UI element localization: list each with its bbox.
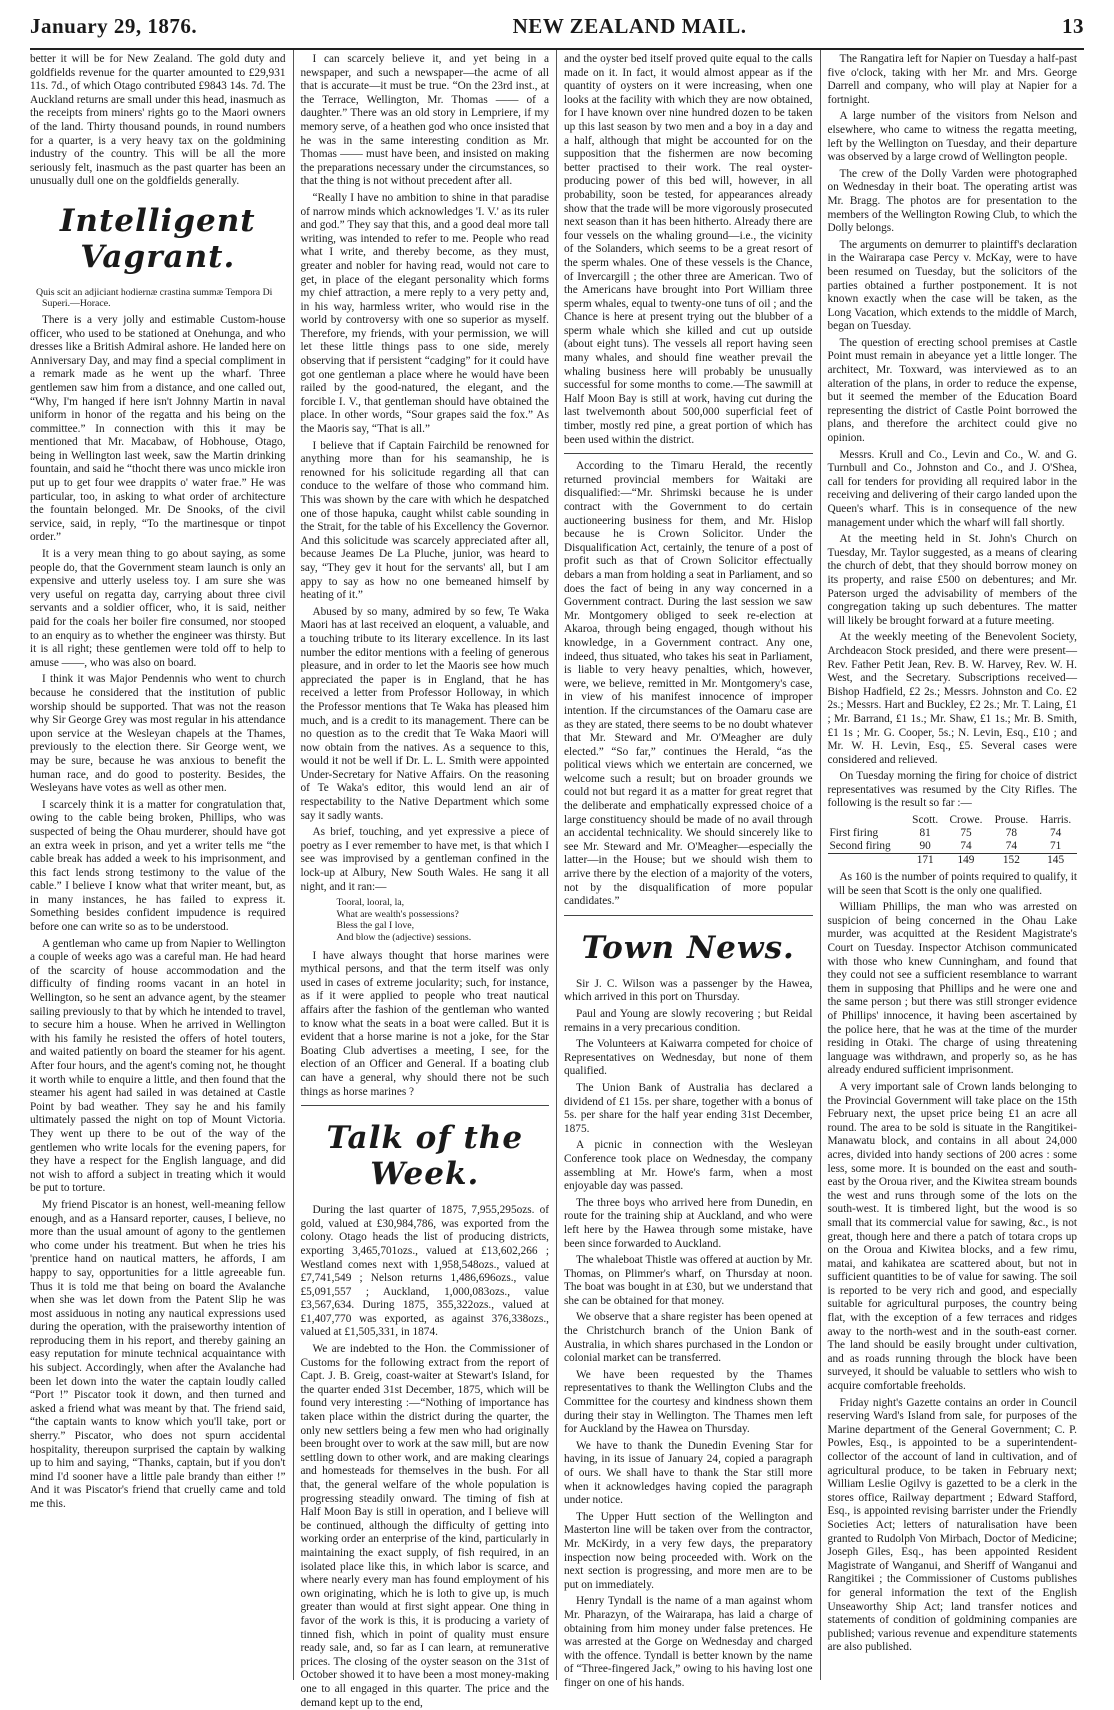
table-cell: 78: [1005, 827, 1018, 840]
paragraph: During the last quarter of 1875, 7,955,295ozs. of gold, valued at £30,984,786, was exported from the colony. Otago heads the list of producing districts, exporting 3,465,701ozs., valued at £13,602,266 ; Westland comes next with 1,958,548ozs., valued at £7,741,549 ; Nelson returns 1,486,696ozs., value £5,091,557 ; Auckland, 1,000,083ozs., value £3,567,634. During 1875, 355,322ozs., valued at £1,407,770 was exported, as against 376,338ozs., valued at £1,505,331, in 1874.: [300, 1204, 549, 1339]
column-1: [30, 50, 294, 1680]
paragraph: The Volunteers at Kaiwarra competed for choice of Representatives on Wednesday, but none of them qualified.: [564, 1038, 813, 1078]
section-divider: [564, 453, 813, 454]
column-3: [557, 50, 821, 1689]
paragraph: Abused by so many, admired by so few, Te Waka Maori has at last received an eloquent, a valuable, and a touching tribute to its literary excellence. In its last number the editor mentions with a feeling of generous pleasure, and in order to let the Maoris see how much appreciated the paper is in England, that he has received a letter from Professor Holloway, in which the Professor mentions that Te Waka has pleased him much, and is a credit to its management. There can be no question as to the credit that Te Waka Maori will now obtain from the natives. As a sequence to this, would it not be well if Dr. L. L. Smith were appointed Under-Secretary for Native Affairs. On the reasoning of Te Waka's editor, this would lend an air of respectability to the Native Department which some say it sadly wants.: [300, 605, 549, 822]
paragraph: Henry Tyndall is the name of a man against whom Mr. Pharazyn, of the Wairarapa, has laid a charge of obtaining from him money under false pretences. He was arrested at the Gorge on Wednesday and charged with the offence. Tyndall is better known by the name of “Three-fingered Jack,” owing to his having lost one finger on one of his hands.: [564, 1595, 813, 1689]
section-divider: [301, 1105, 550, 1106]
paragraph: “Really I have no ambition to shine in that paradise of narrow minds which acknowledges 'I. V.' as its ruler and god.” They say that this, and a good deal more tall writing, was intended to refer to me. People who read what I write, and thereby become, as they must, greater and nobler for having read, would not care to get, in place of the elegant personality which forms my chief attraction, a mere reply to a very petty and, in his way, harmless writer, who would rise in the world by controversy with one so superior as myself. Therefore, my friends, with your permission, we will let these little things pass to one side, merely observing that if persistent “cadging” for it could have got one gentleman a place where he would have been railed by the good-natured, the elegant, and the forcible I. V., that gentleman should have obtained the place. In other words, “Sour grapes said the fox.” As the Maoris say, “That is all.”: [300, 191, 549, 436]
table-header-cell: [828, 814, 907, 827]
table-cell: 171: [907, 854, 944, 868]
paragraph: The three boys who arrived here from Dunedin, en route for the training ship at Auckland, and who were left here by the Hawea through some mistake, have been since forwarded to Auckland.: [564, 1196, 813, 1250]
paragraph: Friday night's Gazette contains an order in Council reserving Ward's Island from sale, for purposes of the Marine department of the General Government; C. P. Powles, Esq., is appointed to be a superintendent-collector of the account of land in cultivation, and of agricultural produce, to be taken in February next; William Leslie Ogilvy is gazetted to be a clerk in the stores office, Railway department ; Edward Stafford, Esq., is appointed revising barrister under the Friendly Societies Act; letters of naturalisation have been granted to Rudolph Von Mirbach, Doctor of Medicine; Joseph Giles, Esq., has been appointed Resident Magistrate of Wanganui, and Sheriff of Wanganui and Rangitikei ; the Commissioner of Customs publishes for general information the text of the English Unseaworthy Ship Act; land transfer notices and statements of condition of goldmining companies are published; various revenue and expenditure statements are also published.: [827, 1396, 1077, 1654]
table-row: [828, 827, 1078, 840]
column-4: [821, 50, 1085, 1680]
paragraph: A gentleman who came up from Napier to Wellington a couple of weeks ago was a careful man. He had heard of the scarcity of house accommodation and the difficulty of finding rooms vacant in an hotel in Wellington, so he sent an advance agent, by the steamer sailing previously to that by which he intended to travel, to secure him a house. When he arrived in Wellington with his family he resisted the offers of hotel touters, and waited patiently on board the steamer for his agent. After four hours, and the agent's coming not, he thought it worth while to enquire a little, and then found that the steamer his agent had sailed in was detained at Castle Point by bad weather. They say he and his family ultimately passed the night on top of Mount Victoria. They went up there to be out of the way of the gentlemen who write locals for the evening papers, for they have a respect for the English language, and did not wish to afford a subject in treating which it would be put to torture.: [30, 937, 286, 1195]
paragraph: As 160 is the number of points required to qualify, it will be seen that Scott is the only one qualified.: [827, 871, 1077, 897]
paragraph: My friend Piscator is an honest, well-meaning fellow enough, and as a Hansard reporter, causes, I believe, no more than the usual amount of agony to the gentlemen who come under his treatment. But when he tries his 'prentice hand on nautical matters, he affords, I am happy to say, opportunities for a little agreeable fun. Thus it is told me that being on board the Avalanche when she was let down from the Patent Slip he was most assiduous in noting any nautical expressions used during the operation, with the praiseworthy intention of reproducing them in his report, and thereby gaining an easy reputation for minute technical acquaintance with his subject. Accordingly, when after the Avalanche had been let down into the water the captain loudly called “Port !” Piscator took it down, and then turned and asked a friend what was meant by that. The friend said, “the captain wants to know which you'll take, port or sherry.” Piscator, who does not spurn accidental hospitality, thereupon surprised the captain by walking up to him and saying, “Thanks, captain, but if you don't mind I'd sooner have a little pale brandy than either !” And it was Piscator's friend that cruelly came and told me this.: [30, 1198, 286, 1510]
paragraph: We observe that a share register has been opened at the Christchurch branch of the Union Bank of Australia, in which shares purchased in the London or colonial market can be transferred.: [564, 1311, 813, 1365]
table-header-cell: Crowe.: [949, 814, 983, 827]
table-cell: [828, 854, 907, 868]
table-cell: 74: [960, 840, 972, 853]
section-heading-town-news: Town News.: [581, 929, 795, 966]
paragraph: I scarcely think it is a matter for congratulation that, owing to the cable being broken, Phillips, who was suspected of being the Ohau murderer, should have got an extra week in prison, and yet a writer tells me “the cable break has added a week to his imprisonment, and this fact lends strong testimony to the value of the cable.” I believe I know what that writer meant, but, as in many instances, he has failed to express it. Something besides confident impudence is required before one can write so as to be understood.: [30, 798, 286, 934]
paragraph: The whaleboat Thistle was offered at auction by Mr. Thomas, on Plimmer's wharf, on Thursday at noon. The boat was bought in at £30, but we understand that she can be obtained for that money.: [564, 1254, 813, 1307]
table-cell: 149: [943, 854, 988, 868]
paragraph: A large number of the visitors from Nelson and elsewhere, who came to witness the regatta meeting, left by the Wellington on Tuesday, and their departure was observed by a large crowd of Wellington people.: [827, 110, 1077, 164]
table-cell: First firing: [829, 827, 879, 840]
issue-date: January 29, 1876.: [30, 14, 198, 38]
table-cell: 75: [960, 827, 972, 840]
table-cell: 81: [919, 827, 931, 840]
paragraph: The Union Bank of Australia has declared a dividend of £1 15s. per share, together with a bonus of 5s. per share for the half year ending 31st December, 1875.: [564, 1081, 813, 1135]
rifle-results-table: [828, 814, 1078, 867]
paragraph: I have always thought that horse marines were mythical persons, and that the term itself was only used in cases of extreme jocularity; such, for instance, as if it were applied to people who treat nautical affairs after the fashion of the gentleman who wanted to know what the seats in a boat were called. But it is evident that a horse marine is not a joke, for the Star Boating Club advertises a meeting, I see, for the election of an Officer and General. If a boating club can have a general, why should there not be such things as horse marines ?: [300, 949, 549, 1098]
table-header-row: [828, 814, 1078, 827]
newspaper-title: NEW ZEALAND MAIL.: [512, 14, 747, 38]
table-total-row: [828, 854, 1078, 868]
motto: Quis scit an adjiciant hodiernæ crastina summæ Tempora Di Superi.—Horace.: [36, 286, 273, 310]
paragraph: It is a very mean thing to go about saying, as some people do, that the Government steam launch is only an expensive and utterly useless toy. I am sure she was very useful on regatta day, carrying about three civil servants and a soldier officer, who, it is said, neither paid for the coals her boiler fire consumed, nor stooped to an enquiry as to whether the engineer was thirsty. But it is all right; these gentlemen were told off to help to amuse ——, who was also on board.: [30, 548, 286, 669]
column-2: [294, 50, 558, 1709]
paragraph: We are indebted to the Hon. the Commissioner of Customs for the following extract from the report of Capt. J. B. Greig, coast-waiter at Stewart's Island, for the quarter ended 31st December, 1875, which will be found very interesting :—“Nothing of importance has taken place within the district during the quarter, the only new settlers being a few men who had originally been brought over to work at the saw mill, but are now settling down to other work, and are making clearings and homesteads for themselves in the bush. For all that, the general welfare of the whole population is progressing steadily onward. The timing of fish at Half Moon Bay is still in operation, and I believe will be continued, although the difficulty of getting into working order an enterprise of the kind, particularly in maintaining the exact supply, of fish required, in an isolated place like this, in which labor is scarce, and where nearly every man has found employment of his own originating, which he is loth to give up, is much greater than would at first sight appear. One thing in favor of the work is this, it is producing a variety of tinned fish, which in point of quality must ensure ready sale, and, so far as I can learn, at remunerative prices. The closing of the oyster season on the 31st of October showed it to have been a most money-making one to all engaged in this quarter. The price and the demand kept up to the end,: [300, 1343, 549, 1709]
paragraph: On Tuesday morning the firing for choice of district representatives was resumed by the City Rifles. The following is the result so far :—: [827, 770, 1077, 810]
section-divider: [564, 915, 813, 916]
table-cell: 71: [1049, 840, 1062, 853]
paragraph: Sir J. C. Wilson was a passenger by the Hawea, which arrived in this port on Thursday.: [564, 977, 813, 1004]
paragraph: We have to thank the Dunedin Evening Star for having, in its issue of January 24, copied a paragraph of ours. We shall have to thank the Star still more when it acknowledges having copied the paragraph under notice.: [564, 1439, 813, 1507]
paragraph: I think it was Major Pendennis who went to church because he considered that the institution of public worship should be supported. That was not the reason why Sir George Grey was most regular in his attendance upon service at the Wesleyan chapels at the Thames, previously to the election there. Sir George went, we may be sure, because he was anxious to benefit the human race, and do good to posterity. Besides, the Wesleyans have votes as well as other men.: [30, 673, 286, 795]
paragraph: At the meeting held in St. John's Church on Tuesday, Mr. Taylor suggested, as a means of clearing the church of debt, that they should borrow money on its property, and raise £500 on debentures; and Mr. Paterson urged the advisability of members of the congregation taking up such debentures. The matter will likely be brought forward at a future meeting.: [827, 533, 1077, 627]
paragraph: There is a very jolly and estimable Custom-house officer, who used to be stationed at Onehunga, and who dresses like a British Admiral ashore. He landed here on Anniversary Day, and may find a special compliment in a remark made as he went up the wharf. Three gentlemen saw him from a distance, and one called out, “Why, I'm hanged if here isn't Johnny Martin in naval uniform in honor of the regatta and his being on the committee.” In connection with this it may be mentioned that Mr. Macabaw, of Hobhouse, Otago, being in Wellington last week, saw the Martin drinking fountain, and said he “thocht there was unco mickle iron put up to get four wee drappits o' water frae.” He was particular, too, in asking to what order of architecture the fountain belonged. Mr. De Snooks, of the civil service, said, in reply, “To the martinesque or tinpot order.”: [30, 313, 286, 544]
paragraph: We have been requested by the Thames representatives to thank the Wellington Clubs and the Committee for the courtesy and kindness shown them during their stay in Wellington. The Thames men left for Auckland by the Hawea on Thursday.: [564, 1368, 813, 1436]
paragraph: At the weekly meeting of the Benevolent Society, Archdeacon Stock presided, and there were present—Rev. Father Petit Jean, Rev. B. W. Harvey, Rev. W. H. West, and the Secretary. Subscriptions received—Bishop Hadfield, £2 2s.; Messrs. Johnston and Co. £2 2s.; Messrs. Hart and Buckley, £2 2s.; Mr. T. Laing, £1 ; Mr. Barrand, £1 1s.; Mr. Shaw, £1 1s.; Mr. B. Smith, £1 1s ; Mr. G. Cooper, 5s.; N. Levin, Esq., £10 ; and Mr. W. H. Levin, Esq., £5. Several cases were considered and relieved.: [827, 631, 1077, 766]
paragraph: I believe that if Captain Fairchild be renowned for anything more than for his seamanship, he is renowned for his solicitude regarding all that can conduce to the welfare of those who command him. This was shown by the care with which he despatched one of those hapuka, caught whilst cable sounding in the Strait, for the table of his Excellency the Governor. And this solicitude was scarcely appreciated after all, because Jeames De La Pluche, junior, was heard to say, “They gev it hout for the servants' all, but I am appy to say as how no one bemeaned himself by heating of it.”: [300, 439, 549, 602]
section-heading-intelligent-vagrant: Intelligent Vagrant.: [59, 202, 256, 275]
paragraph: The question of erecting school premises at Castle Point must remain in abeyance yet a little longer. The architect, Mr. Toxward, was interviewed as to an alteration of the plans, in order to reduce the expense, but it seemed the member of the Education Board representing the district of Castle Point borrowed the plans, and therefore the architect could give no opinion.: [827, 336, 1077, 445]
table-cell: 74: [1049, 827, 1062, 840]
page-number: 13: [1062, 14, 1084, 38]
table-cell: 74: [1005, 840, 1018, 853]
paragraph: William Phillips, the man who was arrested on suspicion of being concerned in the Ohau Lake murder, was acquitted at the Resident Magistrate's Court on Tuesday. Inspector Atchison communicated with those who knew Cunningham, and found that they could not see a sufficient resemblance to warrant them in supposing that Phillips and he were one and the same person ; but there was still stronger evidence of Phillips' innocence, it having been ascertained by the police here, that he was at the time of the murder residing in Otaki. The charge of using threatening language was withdrawn, and properly so, as he has already endured sufficient imprisonment.: [827, 901, 1077, 1077]
paragraph: Messrs. Krull and Co., Levin and Co., W. and G. Turnbull and Co., Johnston and Co., and J. O'Shea, call for tenders for providing all required labor in the receiving and delivering of their cargo landed upon the Queen's wharf. This is in consequence of the new management under which the wharf will fall shortly.: [827, 448, 1077, 529]
paragraph: The Upper Hutt section of the Wellington and Masterton line will be taken over from the contractor, Mr. McKirdy, in a very few days, the preparatory inspection now being proceeded with. Work on the next section is progressing, and more men are to be put on immediately.: [564, 1510, 813, 1591]
paragraph: The Rangatira left for Napier on Tuesday a half-past five o'clock, taking with her Mr. and Mrs. George Darrell and company, who will play at Napier for a fortnight.: [827, 53, 1077, 106]
paragraph: The arguments on demurrer to plaintiff's declaration in the Wairarapa case Percy v. McKay, were to have been resumed on Tuesday, but the solicitors of the parties obtained a further postponement. It is not known exactly when the case will be taken, as the Long Vacation, which extends to the middle of March, began on Tuesday.: [827, 238, 1077, 333]
table-cell: 152: [988, 854, 1034, 868]
table-cell: 90: [919, 840, 931, 853]
paragraph: According to the Timaru Herald, the recently returned provincial members for Waitaki are disqualified:—“Mr. Shrimski because he is under contract with the Government to do certain auctioneering business for them, and Mr. Hislop because he is Crown Solicitor. Under the Disqualification Act, certainly, the tenure of a post of profit such as that of Crown Solicitor effectually debars a man from holding a seat in Parliament, and so does the fact of being in any way concerned in a Government contract. During the last session we saw Mr. Montgomery obliged to seek re-election at Akaroa, through being engaged, though without his knowledge, in a Government contract. Any one, indeed, thus situated, who takes his seat in Parliament, is liable to very heavy penalties, which, however, were, we believe, remitted in Mr. Montgomery's case, in view of his manifest innocence of improper intention. If the circumstances of the Oamaru case are as they are stated, there seems to be no doubt whatever that Mr. Steward and Mr. O'Meagher are duly elected.” “So far,” continues the Herald, “as the political views which we entertain are concerned, we welcome such a result; but on broader grounds we could not but regard it as a matter for great regret that the deliberate and emphatically expressed choice of a large constituency should be made of no avail through an accidental technicality. We should sincerely like to see Mr. Steward and Mr. O'Meagher—especially the latter—in the House; but we should wish them to arrive there by the election of a majority of the voters, not by the disqualification of more popular candidates.”: [564, 460, 813, 908]
masthead: [30, 14, 1084, 44]
verse: Tooral, looral, la, What are wealth's possessions? Bless the gal I love, And blow the (adjective) sessions.: [336, 897, 472, 943]
paragraph: As brief, touching, and yet expressive a piece of poetry as I ever remember to have met, is that which I see was improvised by a gentleman confined in the lock-up at Albury, New South Wales. He sang it all night, and it ran:—: [300, 826, 549, 893]
section-heading-talk-of-the-week: Talk of the Week.: [326, 1120, 524, 1193]
paragraph: A very important sale of Crown lands belonging to the Provincial Government will take place on the 15th February next, the upset price being £1 an acre all round. The area to be sold is situate in the Rangitikei-Manawatu block, and contains in all about 24,000 acres, divided into handy sections of 200 acres : some less, some more. It is bounded on the east and south-east by the Oroua river, and the Kiwitea stream bounds the west and runs through some of the lots on the south-west. It is timbered light, but the wood is so small that its commercial value for sawing, &c., is not great, though here and there a patch of totara crops up on the Oroua and Kiwitea blocks, and a few rimu, matai, and kahikatea are scattered about, but not in sufficient quantities to be of value for sawing. The soil is reported to be very rich and good, and especially suitable for agricultural purposes, the country being flat, with the exception of a few terraces and ridges away to the north-west and in the south-east corner. The land should be easily brought under cultivation, and as roads running through the block have been surveyed, it should be valuable to settlers who wish to acquire comfortable freeholds.: [827, 1080, 1077, 1393]
table-header-cell: Prouse.: [994, 814, 1029, 827]
paragraph: The crew of the Dolly Varden were photographed on Wednesday in their boat. The operating artist was Mr. Bragg. The photos are for presentation to the members of the Wellington Rowing Club, to which the Dolly belongs.: [827, 167, 1077, 235]
paragraph: I can scarcely believe it, and yet being in a newspaper, and such a newspaper—the acme of all that is accurate—it must be true. “On the 23rd inst., at the Terrace, Wellington, Mr. Thomas —— of a daughter.” There was an old story in Lempriere, if my memory serve, of a heathen god who once insisted that he was in the same interesting condition as Mr. Thomas —— must have been, and insisted on making the preparations necessary under the circumstances, so that the thing is not without precedent after all.: [300, 53, 549, 188]
table-cell: Second firing: [829, 840, 891, 853]
table-row: [828, 840, 1078, 854]
table-header-cell: Harris.: [1040, 814, 1072, 827]
paragraph: and the oyster bed itself proved quite equal to the calls made on it. In fact, it would almost appear as if the quantity of oysters on it were increasing, when one looks at the facility with which they are now obtained, for I have known over nine hundred dozen to be taken up this last season by two men and a boy in a day and a half, although that might be accounted for on the supposition that the fishermen are now becoming better practised to their work. The real oyster-producing power of this bed will, however, in all probability, soon be tested, for appearances already show that the trade will be more vigorously prosecuted next season than it has been hitherto. Already there are four vessels on the whaling ground—i.e., the vicinity of the Solanders, which seems to be a great resort of the sperm whales. One of these vessels is the Chance, of Invercargill ; the other three are American. Two of the Americans have brought into Port William three sperm whales, equal to twenty-one tuns of oil ; and the Chance is here at present trying out the blubber of a sperm whale which she killed and cut up outside (about eight tuns). The vessels all report having seen many whales, and should fine weather prevail the whaling business here will probably be unusually successful for some months to come.—The sawmill at Half Moon Bay is still at work, having cut during the last twelvemonth about 500,000 superficial feet of timber, mostly red pine, a great portion of which has been used within the district.: [564, 53, 813, 446]
paragraph: A picnic in connection with the Wesleyan Conference took place on Wednesday, the company assembling at Mr. Howe's farm, when a most enjoyable day was passed.: [564, 1139, 813, 1193]
table-header-cell: Scott.: [912, 814, 939, 827]
table-cell: 145: [1034, 854, 1077, 868]
columns: [30, 50, 1084, 1709]
paragraph: Paul and Young are slowly recovering ; but Reidal remains in a very precarious condition.: [564, 1008, 813, 1034]
paragraph: better it will be for New Zealand. The gold duty and goldfields revenue for the quarter amounted to £29,931 11s. 7d., of which Otago contributed £9843 14s. 7d. The Auckland returns are small under this head, inasmuch as the receipts from miners' rights go to the Maori owners of the land. Thirty thousand pounds, in round numbers for a quarter, is a very heavy tax on the goldmining industry of the country. This will be all the more seriously felt, inasmuch as the past quarter has been an unusually dull one on the goldfields generally.: [30, 53, 286, 188]
